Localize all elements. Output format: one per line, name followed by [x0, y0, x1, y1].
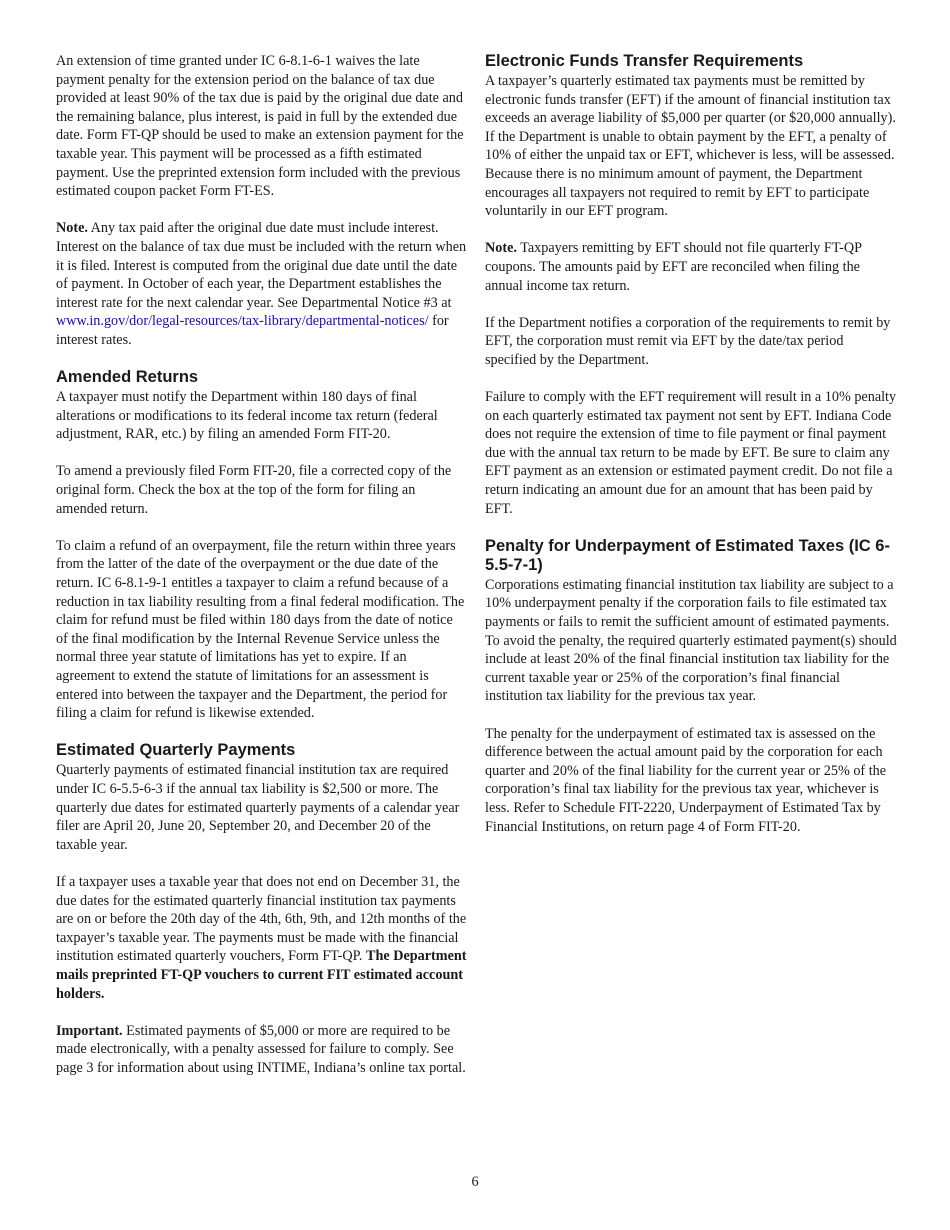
amended-paragraph-3: To claim a refund of an overpayment, file the return within three years from the latter of the date of the overpayment or the due date of the return. IC 6-8.1-9-1 entitles a taxpayer to claim a refund because of a reduction in tax liability resulting from a final federal modification. The claim for refund must be filed within 180 days from the date of notice of the final modification by the Internal Revenue Service unless the normal three year statute of limitations has yet to expire. If an agreement to extend the statute of limitations for an assessment is entered into between the taxpayer and the Department, the period for filing a claim for refund is likewise extended. [56, 537, 465, 722]
penalty-paragraph-2: The penalty for the underpayment of estimated tax is assessed on the difference between the actual amount paid by the corporation for each quarter and 20% of the final liability for the current year or 25% of the corporation’s final tax liability for the previous tax year, whichever is less. Refer to Schedule FIT-2220, Underpayment of Estimated Tax by Financial Institutions, on return page 4 of Form FIT-20. [485, 725, 887, 835]
left-column [56, 52, 468, 1096]
amended-paragraph-2: To amend a previously filed Form FIT-20, file a corrected copy of the original form. Check the box at the top of the form for filing an amended return. [56, 463, 452, 517]
penalty-heading: Penalty for Underpayment of Estimated Taxes (IC 6-5.5-7-1) [485, 536, 890, 574]
estimated-paragraph-1: Quarterly payments of estimated financial institution tax are required under IC 6-5.5-6-3 if the annual tax liability is $2,500 or more. The quarterly due dates for estimated quarterly payments of a calendar year filer are April 20, June 20, September 20, and December 20 of the taxable year. [56, 762, 460, 853]
page-number: 6 [471, 1174, 479, 1190]
eft-paragraph-3: If the Department notifies a corporation of the requirements to remit by EFT, the corporation must remit via EFT by the date/tax period specified by the Department. [485, 314, 891, 368]
estimated-p2-bold: The Department mails preprinted FT-QP vouchers to current FIT estimated account holders. [56, 948, 467, 1002]
departmental-notices-link[interactable]: www.in.gov/dor/legal-resources/tax-library/departmental-notices/ [56, 313, 429, 330]
note-after-text: for interest rates. [56, 313, 449, 348]
estimated-payments-heading: Estimated Quarterly Payments [56, 741, 296, 760]
interest-note-paragraph [56, 219, 468, 349]
amended-paragraph-1: A taxpayer must notify the Department within 180 days of final alterations or modifications to its federal income tax return (federal adjustment, RAR, etc.) by filing an amended Form FIT-20. [56, 389, 438, 443]
note-text: Any tax paid after the original due date must include interest. Interest on the balance of tax due must be included with the return when it is filed. Interest is computed from the original due date until the date of payment. In October of each year, the Department establishes the interest rate for the next calendar year. See Departmental Notice #3 at [56, 220, 467, 311]
important-label: Important. [56, 1022, 123, 1039]
eft-note-paragraph [485, 239, 897, 295]
note-label: Note. [56, 220, 88, 237]
eft-note-text: Taxpayers remitting by EFT should not file quarterly FT-QP coupons. The amounts paid by EFT are reconciled when filing the annual income tax return. [485, 240, 862, 294]
eft-heading: Electronic Funds Transfer Requirements [485, 52, 804, 70]
eft-note-label: Note. [485, 240, 517, 257]
penalty-paragraph-1: Corporations estimating financial institution tax liability are subject to a 10% underpayment penalty if the corporation fails to file estimated tax payments or fails to remit the sufficient amount of estimated payments. To avoid the penalty, the required quarterly estimated payment(s) should include at least 20% of the final financial institution tax liability for the current taxable year or 25% of the corporation’s final financial institution tax liability for the previous tax year. [485, 576, 897, 705]
estimated-paragraph-2 [56, 873, 468, 1003]
right-column [485, 52, 897, 855]
eft-paragraph-1: A taxpayer’s quarterly estimated tax payments must be remitted by electronic funds transfer (EFT) if the amount of financial institution tax exceeds an average liability of $5,000 per quarter (or $20,000 annually). If the Department is unable to obtain payment by the EFT, a penalty of 10% of either the unpaid tax or EFT, whichever is less, will be assessed. Because there is no minimum amount of payment, the Department encourages all taxpayers not required to remit by EFT to participate voluntarily in our EFT program. [485, 73, 896, 220]
important-paragraph [56, 1022, 468, 1078]
amended-returns-heading: Amended Returns [56, 368, 199, 387]
important-text: Estimated payments of $5,000 or more are required to be made electronically, with a penalty assessed for failure to comply. See page 3 for information about using INTIME, Indiana’s online tax portal. [56, 1022, 466, 1076]
estimated-p2-text: If a taxpayer uses a taxable year that does not end on December 31, the due dates for the estimated quarterly financial institution tax payments are on or before the 20th day of the 4th, 6th, 9th, and 12th months of the taxpayer’s taxable year. The payments must be made with the financial institution estimated quarterly vouchers, Form FT-QP. [56, 873, 467, 965]
extension-paragraph: An extension of time granted under IC 6-8.1-6-1 waives the late payment penalty for the extension period on the balance of tax due provided at least 90% of the tax due is paid by the original due date and the remaining balance, plus interest, is paid in full by the extended due date. Form FT-QP should be used to make an extension payment for the taxable year. This payment will be processed as a fifth estimated payment. Use the preprinted extension form included with the previous estimated coupon packet Form FT-ES. [56, 53, 464, 200]
eft-paragraph-4: Failure to comply with the EFT requirement will result in a 10% penalty on each quarterly estimated tax payment not sent by EFT. Indiana Code does not require the extension of time to file payment or final payment due with the annual tax return to be made by EFT. Be sure to claim any EFT payment as an extension or estimated payment credit. Do not file a return indicating an amount due for an amount that has been paid by EFT. [485, 389, 897, 517]
